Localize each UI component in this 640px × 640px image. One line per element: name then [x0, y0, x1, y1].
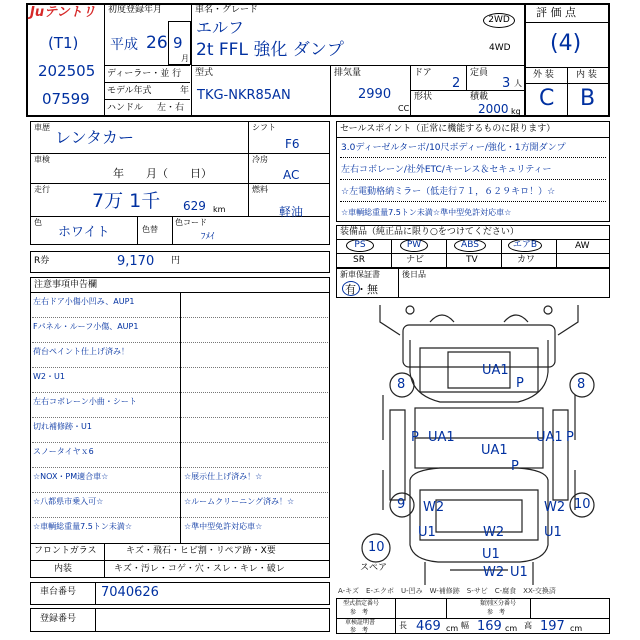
history-label: 車歴 — [34, 123, 50, 132]
tire-depth-spare: 10 — [368, 540, 385, 555]
class-number-label: 類別区分番号 — [480, 600, 517, 607]
month-unit: 月 — [181, 54, 189, 63]
load-unit: kg — [511, 107, 521, 116]
tire-depth-rear-left: 9 — [397, 497, 406, 512]
mileage-small: 629 — [183, 199, 206, 213]
mileage-big: 7万 1千 — [92, 190, 161, 212]
note-left-10: ☆車輌総重量7.5トン未満☆ — [33, 522, 133, 531]
mark-bed-ua1: UA1 — [481, 443, 508, 458]
note-left-5: 左右コボレーン小曲・シート — [33, 397, 137, 406]
load-label: 積載 — [470, 92, 489, 102]
score-label: 評 価 点 — [536, 6, 576, 19]
ac-label: 冷房 — [252, 155, 268, 164]
tire-depth-rear-right: 10 — [574, 497, 591, 512]
mark-bed-p: P — [511, 459, 519, 474]
sales-point-1: 3.0ディーゼルターボ/10尺ボディー/強化・1方開ダンプ — [341, 143, 566, 153]
note-left-4: W2・U1 — [33, 372, 65, 381]
equip-leather: カワ — [517, 255, 536, 265]
width-label: 幅 — [461, 621, 469, 630]
capacity-label: 定員 — [470, 68, 489, 78]
note-left-7: スノータイヤｘ6 — [33, 447, 94, 456]
equip-airbag: エアB — [508, 239, 542, 252]
sales-points-title: セールスポイント（正常に機能するものに限ります） — [340, 124, 556, 134]
length-unit: cm — [446, 624, 459, 633]
doors: 2 — [452, 76, 461, 91]
mark-front-w2: W2 — [483, 525, 505, 540]
car-name-label: 車名・グレード — [195, 5, 259, 15]
damage-legend: A-キズ E-エクボ U-凹み W-補修跡 S-サビ C-腐食 XX-交換済 — [338, 587, 556, 595]
mark-right-w2: W2 — [544, 500, 566, 515]
note-right-9: ☆ルームクリーニング済み！☆ — [184, 497, 295, 506]
equip-pw: PW — [400, 239, 428, 252]
width-unit: cm — [505, 624, 518, 633]
code-2: 07599 — [42, 90, 90, 108]
code-1: 202505 — [38, 62, 96, 80]
height-value: 197 — [540, 619, 565, 634]
mark-left-u1: U1 — [418, 525, 436, 540]
color-code: ﾌﾒｲ — [201, 232, 215, 242]
chassis-label: 車台番号 — [40, 587, 77, 597]
equip-sr: SR — [353, 255, 365, 265]
shape-label: 形状 — [414, 92, 433, 102]
note-left-6: 切れ補修跡・U1 — [33, 422, 92, 431]
delivery-label: 後日品 — [402, 270, 426, 279]
score: (4) — [550, 31, 582, 56]
equip-abs: ABS — [454, 239, 486, 252]
load: 2000 — [478, 102, 509, 116]
dealer-parallel: ディーラー・並 行 — [107, 69, 182, 79]
capacity-unit: 人 — [514, 79, 522, 88]
displacement-label: 排気量 — [334, 68, 362, 78]
notes-row-divider — [32, 417, 328, 418]
handle-value: 左・右 — [157, 103, 185, 113]
recycle-label: R券 — [34, 256, 50, 266]
model-code: TKG-NKR85AN — [197, 88, 291, 103]
ext-grade: C — [539, 86, 555, 111]
notes-row-divider — [32, 517, 328, 518]
model-year-label: モデル年式 — [107, 86, 152, 96]
sales-point-4: ☆車輌総重量7.5トン未満☆準中型免許対応車☆ — [341, 208, 512, 217]
equip-tv: TV — [466, 255, 478, 265]
type-designation-ref: 参 考 — [350, 609, 369, 616]
sales-point-3: ☆左電動格納ミラー（低走行７１，６２９キロ！）☆ — [341, 187, 556, 197]
note-left-8: ☆NOX・PM適合車☆ — [33, 472, 109, 481]
tire-depth-front-right: 8 — [577, 377, 586, 392]
color-code-label: 色コード — [175, 218, 207, 227]
front-glass-label: フロントガラス — [34, 546, 97, 556]
fuel-label: 燃料 — [252, 185, 268, 194]
model-year-unit: 年 — [180, 86, 190, 96]
reg-month: 9 — [173, 34, 183, 52]
mark-left-ua1: UA1 — [428, 430, 455, 445]
capacity: 3 — [502, 76, 511, 91]
handle-label: ハンドル — [107, 103, 144, 113]
note-left-9: ☆八都県市乗入可☆ — [33, 497, 104, 506]
mark-front-u1: U1 — [482, 547, 500, 562]
height-label: 高 — [524, 621, 532, 630]
inspection-value: 年 月（ 日） — [113, 167, 212, 180]
mark-roof-p: P — [516, 376, 524, 391]
notes-row-divider — [32, 367, 328, 368]
lot-number: (T1) — [48, 34, 79, 52]
guarantee-value: 有・無 — [345, 283, 378, 296]
mark-left-w2: W2 — [423, 500, 445, 515]
type-designation-label: 型式指定番号 — [343, 600, 380, 607]
notes-row-divider — [32, 467, 328, 468]
front-glass-value: キズ・飛石・ヒビ割・リペア跡・X要 — [126, 546, 276, 556]
spare-label: スペア — [360, 563, 388, 573]
note-right-8: ☆展示仕上げ済み！☆ — [184, 472, 263, 481]
shift-value: F6 — [285, 137, 300, 151]
history-value: レンタカー — [55, 128, 134, 147]
ext-label: 外 装 — [533, 70, 554, 80]
interior-value: キズ・汚レ・コゲ・穴・スレ・キレ・破レ — [114, 564, 285, 574]
note-right-10: ☆準中型免許対応車☆ — [184, 522, 263, 531]
equip-ps: PS — [346, 239, 374, 252]
color-value: ホワイト — [58, 225, 110, 240]
reg-era: 平成 — [110, 37, 138, 53]
mark-roof-ua1: UA1 — [482, 363, 509, 378]
color-label: 色 — [34, 218, 42, 227]
notes-row-divider — [32, 342, 328, 343]
note-left-3: 荷台ペイント仕上げ済み！ — [33, 347, 129, 356]
mark-left-p: P — [411, 430, 419, 445]
recycle-unit: 円 — [171, 256, 181, 266]
mileage-unit: km — [213, 205, 226, 214]
cc-unit: CC — [398, 104, 410, 113]
mark-right-p: P — [566, 430, 574, 445]
auction-logo: Juテントリ — [30, 5, 96, 20]
type-label: 型式 — [195, 68, 214, 78]
equip-aw: AW — [575, 241, 590, 251]
displacement: 2990 — [358, 87, 392, 102]
class-number-ref: 参 考 — [487, 609, 506, 616]
first-reg-label: 初度登録年月 — [108, 5, 163, 15]
notes-row-divider — [32, 442, 328, 443]
sales-point-2: 左右コボレーン/社外ETC/キーレス＆セキュリティー — [341, 165, 552, 175]
notes-row-divider — [32, 392, 328, 393]
notes-title: 注意事項申告欄 — [34, 280, 98, 290]
shift-label: シフト — [252, 123, 276, 132]
note-left-1: 左右ドア小傷小凹み、AUP1 — [33, 297, 135, 306]
color-change-label: 色替 — [142, 225, 158, 234]
equipment-title: 装備品（純正品に限り○をつけてください） — [340, 227, 519, 237]
recycle-value: 9,170 — [117, 254, 155, 269]
mark-bottom-w2: W2 — [483, 565, 505, 580]
cert-ref: 参 考 — [350, 627, 369, 634]
tire-depth-front-left: 8 — [397, 377, 406, 392]
interior-label: 内装 — [54, 564, 73, 574]
grade: 2t FFL 強化 ダンプ — [196, 40, 344, 60]
width-value: 169 — [477, 619, 502, 634]
mark-right-u1: U1 — [544, 525, 562, 540]
registration-label: 登録番号 — [40, 614, 77, 624]
cert-label: 車検証明書 — [345, 619, 376, 626]
doors-label: ドア — [414, 68, 432, 78]
mark-bottom-u1: U1 — [510, 565, 528, 580]
notes-row-divider — [32, 317, 328, 318]
inspection-label: 車検 — [34, 155, 50, 164]
length-label: 長 — [399, 621, 407, 630]
chassis-number: 7040626 — [101, 585, 159, 600]
fuel-value: 軽油 — [279, 205, 304, 219]
length-value: 469 — [416, 619, 441, 634]
equip-navi: ナビ — [406, 255, 425, 265]
notes-row-divider — [32, 492, 328, 493]
drive-2wd: 2WD — [483, 13, 515, 28]
ac-value: AC — [283, 168, 300, 182]
drive-4wd: 4WD — [489, 43, 511, 53]
note-left-2: Fパネル・ルーフ小傷、AUP1 — [33, 322, 139, 331]
mileage-label: 走行 — [34, 185, 50, 194]
car-name: エルフ — [196, 18, 245, 37]
int-grade: B — [580, 86, 596, 111]
mark-right-ua1: UA1 — [536, 430, 563, 445]
int-label: 内 装 — [576, 70, 597, 80]
reg-year: 26 — [146, 33, 168, 53]
guarantee-label: 新車保証書 — [340, 270, 380, 279]
height-unit: cm — [570, 624, 583, 633]
